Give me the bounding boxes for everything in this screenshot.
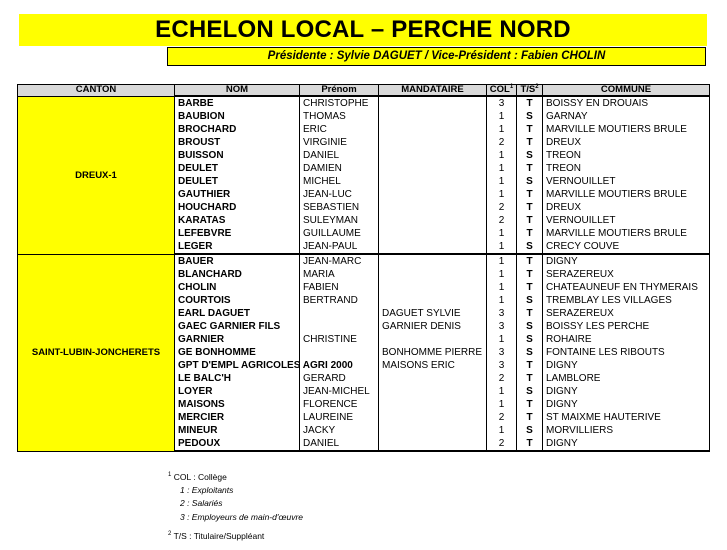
footnote-1-item: 2 : Salariés	[180, 498, 223, 509]
prenom-cell: THOMAS	[300, 110, 379, 123]
mandataire-cell	[379, 333, 487, 346]
col-cell: 1	[487, 175, 517, 188]
col-cell: 1	[487, 254, 517, 268]
ts-cell: S	[517, 333, 543, 346]
ts-cell: T	[517, 359, 543, 372]
commune-cell: VERNOUILLET	[543, 214, 710, 227]
commune-cell: MARVILLE MOUTIERS BRULE	[543, 123, 710, 136]
col-cell: 1	[487, 149, 517, 162]
mandataire-cell	[379, 268, 487, 281]
prenom-cell: SULEYMAN	[300, 214, 379, 227]
mandataire-cell	[379, 214, 487, 227]
mandataire-cell	[379, 162, 487, 175]
mandataire-cell: BONHOMME PIERRE	[379, 346, 487, 359]
col-cell: 1	[487, 123, 517, 136]
nom-cell: BROCHARD	[175, 123, 300, 136]
nom-cell: MINEUR	[175, 424, 300, 437]
nom-cell: BUISSON	[175, 149, 300, 162]
prenom-cell: ERIC	[300, 123, 379, 136]
nom-cell: BARBE	[175, 96, 300, 110]
col-cell: 1	[487, 110, 517, 123]
header-col	[487, 85, 517, 97]
footnote-2-label: T/S : Titulaire/Suppléant	[173, 530, 265, 541]
ts-cell: T	[517, 398, 543, 411]
nom-cell: LOYER	[175, 385, 300, 398]
ts-cell: T	[517, 214, 543, 227]
header-canton: CANTON	[18, 85, 175, 97]
col-cell: 2	[487, 411, 517, 424]
mandataire-cell	[379, 175, 487, 188]
col-cell: 3	[487, 320, 517, 333]
footnote-2-marker: 2	[168, 531, 172, 538]
mandataire-cell: MAISONS ERIC	[379, 359, 487, 372]
header-prenom: Prénom	[300, 85, 379, 97]
commune-cell: TREON	[543, 149, 710, 162]
mandataire-cell: DAGUET SYLVIE	[379, 307, 487, 320]
ts-cell: T	[517, 437, 543, 451]
commune-cell: DIGNY	[543, 437, 710, 451]
prenom-cell: GERARD	[300, 372, 379, 385]
nom-cell: COURTOIS	[175, 294, 300, 307]
ts-cell: T	[517, 188, 543, 201]
nom-cell: CHOLIN	[175, 281, 300, 294]
ts-cell: T	[517, 268, 543, 281]
ts-cell: T	[517, 201, 543, 214]
mandataire-cell	[379, 227, 487, 240]
ts-cell: T	[517, 227, 543, 240]
nom-cell: HOUCHARD	[175, 201, 300, 214]
commune-cell: CHATEAUNEUF EN THYMERAIS	[543, 281, 710, 294]
table-row	[18, 96, 710, 110]
mandataire-cell	[379, 294, 487, 307]
col-cell: 1	[487, 398, 517, 411]
nom-cell: BAUER	[175, 254, 300, 268]
nom-cell: EARL DAGUET	[175, 307, 300, 320]
col-cell: 1	[487, 227, 517, 240]
commune-cell: FONTAINE LES RIBOUTS	[543, 346, 710, 359]
commune-cell: TREON	[543, 162, 710, 175]
commune-cell: DIGNY	[543, 398, 710, 411]
commune-cell: BOISSY EN DROUAIS	[543, 96, 710, 110]
header-commune: COMMUNE	[543, 85, 710, 97]
commune-cell: MARVILLE MOUTIERS BRULE	[543, 188, 710, 201]
commune-cell: GARNAY	[543, 110, 710, 123]
commune-cell: DIGNY	[543, 254, 710, 268]
ts-cell: T	[517, 411, 543, 424]
commune-cell: BOISSY LES PERCHE	[543, 320, 710, 333]
col-cell: 2	[487, 201, 517, 214]
mandataire-cell	[379, 123, 487, 136]
mandataire-cell	[379, 188, 487, 201]
prenom-cell: SEBASTIEN	[300, 201, 379, 214]
nom-cell: GPT D'EMPL AGRICOLES AGRI 2000	[175, 359, 300, 372]
ts-cell: S	[517, 346, 543, 359]
ts-cell: S	[517, 110, 543, 123]
nom-cell: BLANCHARD	[175, 268, 300, 281]
prenom-cell: JEAN-PAUL	[300, 240, 379, 254]
canton-cell: SAINT-LUBIN-JONCHERETS	[18, 254, 175, 451]
mandataire-cell	[379, 385, 487, 398]
mandataire-cell	[379, 437, 487, 451]
col-cell: 2	[487, 214, 517, 227]
mandataire-cell	[379, 110, 487, 123]
nom-cell: DEULET	[175, 175, 300, 188]
header-nom: NOM	[175, 85, 300, 97]
commune-cell: VERNOUILLET	[543, 175, 710, 188]
commune-cell: LAMBLORE	[543, 372, 710, 385]
prenom-cell: FLORENCE	[300, 398, 379, 411]
members-table	[17, 84, 710, 452]
prenom-cell: BERTRAND	[300, 294, 379, 307]
ts-cell: S	[517, 320, 543, 333]
ts-cell: S	[517, 294, 543, 307]
col-cell: 1	[487, 385, 517, 398]
ts-cell: S	[517, 149, 543, 162]
col-cell: 3	[487, 96, 517, 110]
ts-cell: T	[517, 254, 543, 268]
prenom-cell: DANIEL	[300, 149, 379, 162]
commune-cell: DIGNY	[543, 359, 710, 372]
footnote-1-label: COL : Collège	[173, 471, 227, 482]
nom-cell: LEGER	[175, 240, 300, 254]
nom-cell: MERCIER	[175, 411, 300, 424]
mandataire-cell	[379, 398, 487, 411]
prenom-cell: MICHEL	[300, 175, 379, 188]
prenom-cell: GUILLAUME	[300, 227, 379, 240]
col-cell: 3	[487, 346, 517, 359]
header-ts	[517, 85, 543, 97]
ts-cell: T	[517, 307, 543, 320]
prenom-cell	[300, 346, 379, 359]
nom-cell: DEULET	[175, 162, 300, 175]
canton-cell: DREUX-1	[18, 96, 175, 254]
nom-cell: LEFEBVRE	[175, 227, 300, 240]
header-col-footnote-ref: 1	[509, 83, 514, 90]
ts-cell: T	[517, 136, 543, 149]
mandataire-cell	[379, 424, 487, 437]
col-cell: 1	[487, 162, 517, 175]
commune-cell: MARVILLE MOUTIERS BRULE	[543, 227, 710, 240]
prenom-cell: MARIA	[300, 268, 379, 281]
nom-cell: LE BALC'H	[175, 372, 300, 385]
commune-cell: SERAZEREUX	[543, 268, 710, 281]
commune-cell: ST MAIXME HAUTERIVE	[543, 411, 710, 424]
commune-cell: CRECY COUVE	[543, 240, 710, 254]
table-row	[18, 254, 710, 268]
commune-cell: ROHAIRE	[543, 333, 710, 346]
col-cell: 1	[487, 333, 517, 346]
prenom-cell: JACKY	[300, 424, 379, 437]
footnote-1	[168, 469, 303, 484]
ts-cell: T	[517, 162, 543, 175]
mandataire-cell	[379, 136, 487, 149]
col-cell: 2	[487, 437, 517, 451]
col-cell: 1	[487, 294, 517, 307]
footnote-1-item: 3 : Employeurs de main-d'œuvre	[180, 511, 304, 522]
prenom-cell: CHRISTINE	[300, 333, 379, 346]
ts-cell: S	[517, 385, 543, 398]
prenom-cell: CHRISTOPHE	[300, 96, 379, 110]
ts-cell: S	[517, 424, 543, 437]
mandataire-cell	[379, 281, 487, 294]
ts-cell: T	[517, 372, 543, 385]
ts-cell: T	[517, 96, 543, 110]
ts-cell: T	[517, 281, 543, 294]
nom-cell: KARATAS	[175, 214, 300, 227]
mandataire-cell	[379, 372, 487, 385]
nom-cell: BAUBION	[175, 110, 300, 123]
mandataire-cell: GARNIER DENIS	[379, 320, 487, 333]
commune-cell: DIGNY	[543, 385, 710, 398]
table-header-row	[18, 85, 710, 97]
nom-cell: MAISONS	[175, 398, 300, 411]
ts-cell: S	[517, 240, 543, 254]
header-col-label: COL	[489, 84, 510, 95]
nom-cell: GARNIER	[175, 333, 300, 346]
col-cell: 1	[487, 188, 517, 201]
footnote-1-item: 1 : Exploitants	[180, 485, 234, 496]
commune-cell: DREUX	[543, 201, 710, 214]
footnote-2	[168, 528, 303, 543]
prenom-cell	[300, 307, 379, 320]
col-cell: 1	[487, 240, 517, 254]
page-title: ECHELON LOCAL – PERCHE NORD	[19, 14, 707, 46]
commune-cell: DREUX	[543, 136, 710, 149]
mandataire-cell	[379, 201, 487, 214]
footnote-1-marker: 1	[168, 472, 172, 478]
commune-cell: SERAZEREUX	[543, 307, 710, 320]
prenom-cell: LAUREINE	[300, 411, 379, 424]
col-cell: 2	[487, 136, 517, 149]
page-subtitle: Présidente : Sylvie DAGUET / Vice-Président : Fabien CHOLIN	[167, 47, 706, 66]
mandataire-cell	[379, 254, 487, 268]
prenom-cell: DAMIEN	[300, 162, 379, 175]
header-ts-footnote-ref: 2	[535, 83, 539, 90]
nom-cell: PEDOUX	[175, 437, 300, 451]
prenom-cell: JEAN-MARC	[300, 254, 379, 268]
prenom-cell	[300, 320, 379, 333]
footnotes	[168, 469, 303, 543]
col-cell: 3	[487, 307, 517, 320]
col-cell: 1	[487, 424, 517, 437]
nom-cell: GAUTHIER	[175, 188, 300, 201]
col-cell: 3	[487, 359, 517, 372]
header-ts-label: T/S	[520, 84, 536, 95]
nom-cell: BROUST	[175, 136, 300, 149]
mandataire-cell	[379, 411, 487, 424]
nom-cell: GAEC GARNIER FILS	[175, 320, 300, 333]
prenom-cell: VIRGINIE	[300, 136, 379, 149]
table-body	[18, 96, 710, 451]
ts-cell: T	[517, 123, 543, 136]
mandataire-cell	[379, 149, 487, 162]
col-cell: 1	[487, 281, 517, 294]
mandataire-cell	[379, 96, 487, 110]
mandataire-cell	[379, 240, 487, 254]
prenom-cell: JEAN-MICHEL	[300, 385, 379, 398]
prenom-cell: DANIEL	[300, 437, 379, 451]
ts-cell: S	[517, 175, 543, 188]
prenom-cell: JEAN-LUC	[300, 188, 379, 201]
nom-cell: GE BONHOMME	[175, 346, 300, 359]
header-mandataire: MANDATAIRE	[379, 85, 487, 97]
commune-cell: TREMBLAY LES VILLAGES	[543, 294, 710, 307]
commune-cell: MORVILLIERS	[543, 424, 710, 437]
col-cell: 1	[487, 268, 517, 281]
col-cell: 2	[487, 372, 517, 385]
prenom-cell: FABIEN	[300, 281, 379, 294]
